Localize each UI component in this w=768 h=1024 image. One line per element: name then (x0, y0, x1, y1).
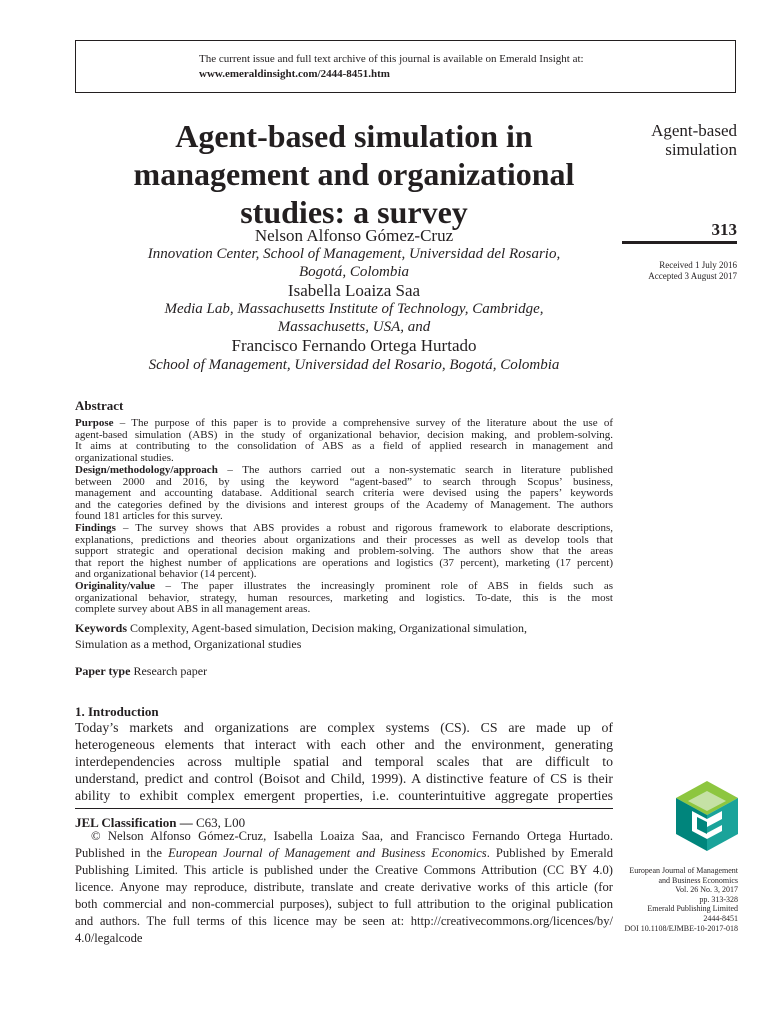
received-accepted-dates: Received 1 July 2016 Accepted 3 August 2017 (648, 260, 737, 281)
license-text-line: both commercial and non-commercial purposes), subject to full attribution to the original publication (75, 897, 613, 911)
abstract-design: Design/methodology/approach – The authors carried out a non-systematic search in literature published between 2000 and 2016, by using the keyword “agent-based” to search through Scopus’ business, management and accounting database. Additional search criteria were devised using the papers’ keywords and the categories defined by the divisions and interest groups of the Academy of Management. The authors found 181 articles for this survey. (75, 464, 613, 523)
abstract-purpose: Purpose – The purpose of this paper is to provide a comprehensive survey of the literature about the use of agent-based simulation (ABS) in the study of organizational behavior, decision making, and problem-solving. It aims at contributing to the consolidation of ABS as a field of applied research in management and organizational studies. (75, 417, 613, 464)
body-text-line: Today’s markets and organizations are complex systems (CS). CS are made up of (75, 720, 613, 735)
abstract-paper-type: Paper type Research paper (75, 664, 208, 678)
journal-access-notice (75, 40, 736, 93)
title-line: studies: a survey (240, 194, 468, 230)
author-name: Francisco Fernando Ortega Hurtado (231, 336, 477, 355)
title-line: Agent-based simulation in (175, 118, 533, 154)
license-text-line: © Nelson Alfonso Gómez-Cruz, Isabella Loaiza Saa, and Francisco Fernando Ortega Hurtado. (91, 829, 613, 843)
license-text-line: Published in the European Journal of Management and Business Economics. Published by Emerald (75, 846, 613, 860)
journal-logo-icon (676, 781, 738, 851)
doi-link[interactable]: DOI 10.1108/EJMBE-10-2017-018 (624, 923, 738, 933)
body-text-line: ability to exhibit complex emergent properties, i.e. counterintuitive aggregate properties (75, 788, 613, 803)
design-label: Design/methodology/approach (75, 464, 218, 476)
body-text-line: heterogeneous elements that interact with each other and the environment, generating (75, 737, 613, 752)
paper-type-label: Paper type (75, 664, 131, 678)
abstract-originality: Originality/value – The paper illustrates the increasingly prominent role of ABS in fields such as organizational behavior, strategy, human resources, marketing and logistics. To-date, this is the most complete survey about ABS in all management areas. (75, 580, 613, 616)
author-affiliation: Media Lab, Massachusetts Institute of Technology, Cambridge, Massachusetts, USA, and (164, 301, 544, 335)
author-affiliation: Innovation Center, School of Management, Universidad del Rosario, Bogotá, Colombia (147, 246, 561, 280)
running-head: Agent-based simulation (651, 121, 737, 159)
body-text-line: interdependencies across multiple spatial and temporal scales that are difficult to (75, 754, 613, 769)
jel-classification: JEL Classification — C63, L00 (75, 815, 246, 830)
journal-url-link[interactable]: www.emeraldinsight.com/2444-8451.htm (199, 68, 390, 80)
license-text-line: Publishing Limited. This article is published under the Creative Commons Attribution (CC BY 4.0) (75, 863, 613, 877)
author-name: Nelson Alfonso Gómez-Cruz (254, 226, 454, 245)
section-heading: 1. Introduction (75, 704, 159, 719)
margin-rule (622, 241, 737, 244)
originality-label: Originality/value (75, 580, 156, 592)
findings-label: Findings (75, 522, 116, 534)
title-line: management and organizational (133, 156, 575, 192)
abstract-findings: Findings – The survey shows that ABS provides a robust and rigorous framework to elaborate descriptions, explanations, predictions and theories about organizations and their processes as well as develop tools that support strategic and operational decision making and problem-solving. The authors show that the areas that report the highest number of applications are operations and logistics (37 percent), marketing (17 percent) and organizational behavior (14 percent). (75, 522, 613, 581)
footer-rule (75, 808, 613, 809)
keywords-label: Keywords (75, 621, 127, 635)
abstract-keywords: Keywords Complexity, Agent-based simulation, Decision making, Organizational simulation, Simulation as a method, Organizational studies (75, 621, 527, 651)
notice-text: The current issue and full text archive of this journal is available on Emerald Insight at: (199, 53, 584, 65)
article-title (80, 117, 628, 231)
journal-citation-info: European Journal of Management and Business Economics Vol. 26 No. 3, 2017 pp. 313-328 Emerald Publishing Limited 2444-8451 DOI 10.1108/EJMBE-10-2017-018 (600, 866, 738, 933)
author-name: Isabella Loaiza Saa (287, 281, 421, 300)
abstract-heading: Abstract (75, 398, 124, 413)
body-text-line: understand, predict and control (Boisot and Child, 1999). A distinctive feature of CS is their (75, 771, 613, 786)
license-text-line: 4.0/legalcode (75, 931, 143, 945)
license-text-line: licence. Anyone may reproduce, distribute, translate and create derivative works of this article (for (75, 880, 613, 894)
purpose-label: Purpose (75, 417, 114, 429)
page-number: 313 (711, 220, 737, 239)
author-affiliation: School of Management, Universidad del Rosario, Bogotá, Colombia (148, 357, 560, 373)
license-text-line: and authors. The full terms of this licence may be seen at: http://creativecommons.org/licences/by/ (75, 914, 613, 928)
